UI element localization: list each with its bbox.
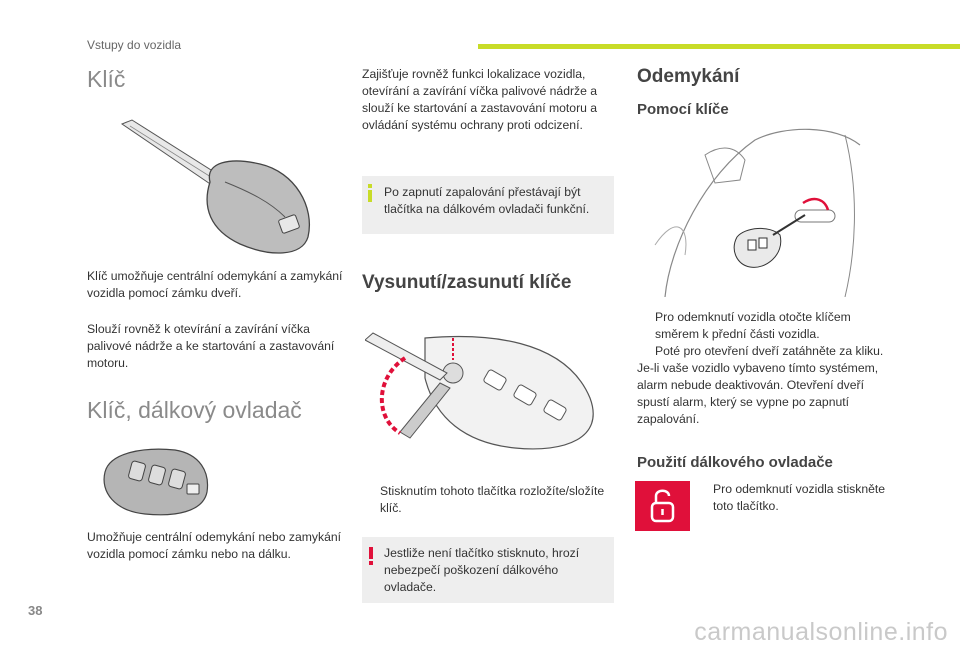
door-key-illustration [645, 125, 875, 297]
bullet-marker-icon [637, 343, 655, 360]
subtitle-remote-use: Použití dálkového ovladače [637, 454, 833, 471]
remote-unlock-bullet-text: Pro odemknutí vozidla stiskněte toto tlačítko. [713, 482, 886, 513]
fold-key-illustration [365, 328, 605, 456]
warning-note-text: Jestliže není tlačítko stisknuto, hrozí nebezpečí poškození dálkového ovladače. [384, 546, 580, 594]
info-note [362, 176, 614, 234]
title-unlocking: Odemykání [637, 66, 740, 87]
title-key: Klíč [87, 66, 126, 92]
fold-bullet [362, 483, 612, 517]
remote-unlock-bullet [695, 481, 890, 515]
watermark: carmanualsonline.info [694, 618, 948, 646]
warning-icon [369, 547, 373, 565]
title-fold-key: Vysunutí/zasunutí klíče [362, 272, 572, 293]
unlock-bullet-1-text: Pro odemknutí vozidla otočte klíčem směrem k přední části vozidla. [655, 310, 851, 341]
bullet-marker-icon [695, 481, 713, 515]
subtitle-with-key: Pomocí klíče [637, 101, 729, 118]
section-header: Vstupy do vozidla [87, 38, 182, 52]
alarm-paragraph: Je-li vaše vozidlo vybaveno tímto systémem, alarm nebude deaktivován. Otevření dveří spustí alarm, který se vypne po zapnutí zapalování. [637, 361, 879, 426]
unlock-bullet-2 [637, 343, 887, 360]
unlock-bullet-2-text: Poté pro otevření dveří zatáhněte za kliku. [655, 344, 884, 358]
warning-note [362, 537, 614, 603]
header-accent-bar [478, 44, 960, 49]
info-icon [368, 184, 372, 202]
bullet-marker-icon [637, 309, 655, 343]
key-paragraph-1: Klíč umožňuje centrální odemykání a zamykání vozidla pomocí zámku dveří. [87, 269, 343, 300]
page-number: 38 [28, 603, 43, 618]
function-paragraph: Zajišťuje rovněž funkci lokalizace vozidla, otevírání a zavírání víčka palivové nádrže a slouží ke startování a zastavování motoru a ovládání systému ochrany proti odcizení. [362, 67, 598, 132]
key-illustration [110, 112, 320, 262]
padlock-open-icon [635, 481, 690, 531]
info-note-text: Po zapnutí zapalování přestávají být tlačítka na dálkovém ovladači funkční. [384, 185, 590, 216]
key-paragraph-2: Slouží rovněž k otevírání a zavírání víčka palivové nádrže a ke startování a zastavování motoru. [87, 322, 335, 370]
remote-paragraph: Umožňuje centrální odemykání nebo zamykání vozidla pomocí zámku nebo na dálku. [87, 530, 342, 561]
fold-bullet-text: Stisknutím tohoto tlačítka rozložíte/složíte klíč. [380, 484, 605, 515]
unlock-button-icon [635, 481, 690, 531]
remote-illustration [95, 442, 215, 522]
unlock-bullet-1 [637, 309, 887, 343]
bullet-marker-icon [362, 483, 380, 517]
title-key-remote: Klíč, dálkový ovladač [87, 397, 302, 423]
